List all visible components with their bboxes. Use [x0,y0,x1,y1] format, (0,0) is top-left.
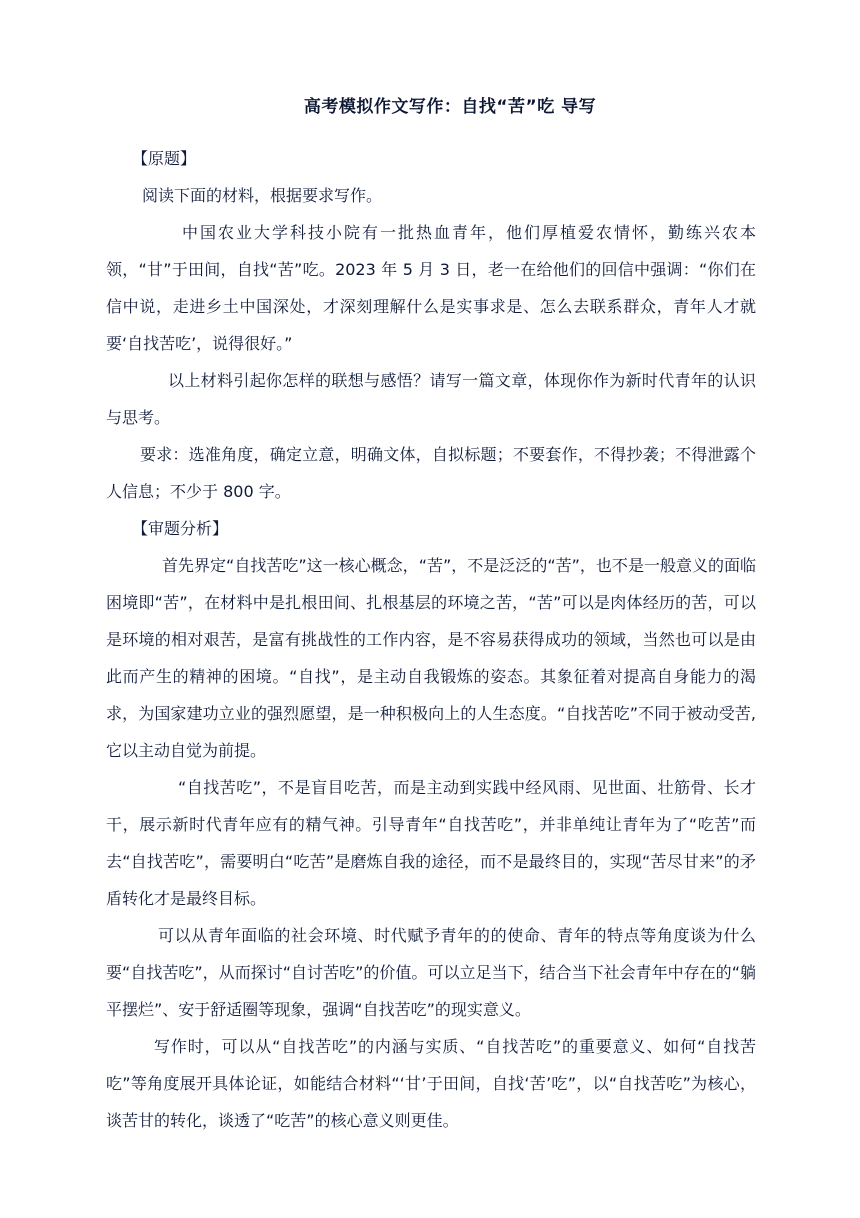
material-paragraph: 中国农业大学科技小院有一批热血青年，他们厚植爱农情怀，勤练兴农本领，“甘”于田间，自找“苦”吃。2023 年 5 月 3 日，老一在给他们的回信中强调：“你们在信中说，走进乡土中国深处，才深刻理解什么是实事求是、怎么去联系群众，青年人才就要‘自找苦吃’，说得很好。” [106,223,756,353]
analysis-paragraph: 可以从青年面临的社会环境、时代赋予青年的的使命、青年的特点等角度谈为什么要“自找苦吃”，从而探讨“自讨苦吃”的价值。可以立足当下，结合当下社会青年中存在的“躺平摆烂”、安于舒适圈等现象，强调“自找苦吃”的现实意义。 [106,926,756,1019]
analysis-heading: 【审题分析】 [132,519,229,538]
instruction-paragraph: 阅读下面的材料，根据要求写作。 [142,186,383,205]
analysis-paragraph: 首先界定“自找苦吃”这一核心概念，“苦”，不是泛泛的“苦”，也不是一般意义的面临困境即“苦”，在材料中是扎根田间、扎根基层的环境之苦，“苦”可以是肉体经历的苦，可以是环境的相对艰苦，是富有挑战性的工作内容，是不容易获得成功的领域，当然也可以是由此而产生的精神的困境。“自找”，是主动自我锻炼的姿态。其象征着对提高自身能力的渴求，为国家建功立业的强烈愿望，是一种积极向上的人生态度。“自找苦吃”不同于被动受苦,它以主动自觉为前提。 [106,556,756,760]
document-body [106,140,756,1139]
requirements-paragraph: 要求：选准角度，确定立意，明确文体，自拟标题；不要套作，不得抄袭；不得泄露个人信息；不少于 800 字。 [106,445,756,501]
original-heading: 【原题】 [132,149,197,168]
question-paragraph: 以上材料引起你怎样的联想与感悟？请写一篇文章，体现你作为新时代青年的认识与思考。 [106,371,756,427]
analysis-paragraph: “自找苦吃”，不是盲目吃苦，而是主动到实践中经风雨、见世面、壮筋骨、长才干，展示新时代青年应有的精气神。引导青年“自找苦吃”，并非单纯让青年为了“吃苦”而去“自找苦吃”，需要明白“吃苦”是磨炼自我的途径，而不是最终目的，实现“苦尽甘来”的矛盾转化才是最终目标。 [106,778,756,908]
analysis-paragraph: 写作时，可以从“自找苦吃”的内涵与实质、“自找苦吃”的重要意义、如何“自找苦吃”等角度展开具体论证，如能结合材料“‘甘’于田间，自找‘苦’吃”，以“自找苦吃”为核心，谈苦甘的转化，谈透了“吃苦”的核心意义则更佳。 [106,1037,756,1130]
document-title: 高考模拟作文写作：自找“苦”吃 导写 [303,97,597,117]
